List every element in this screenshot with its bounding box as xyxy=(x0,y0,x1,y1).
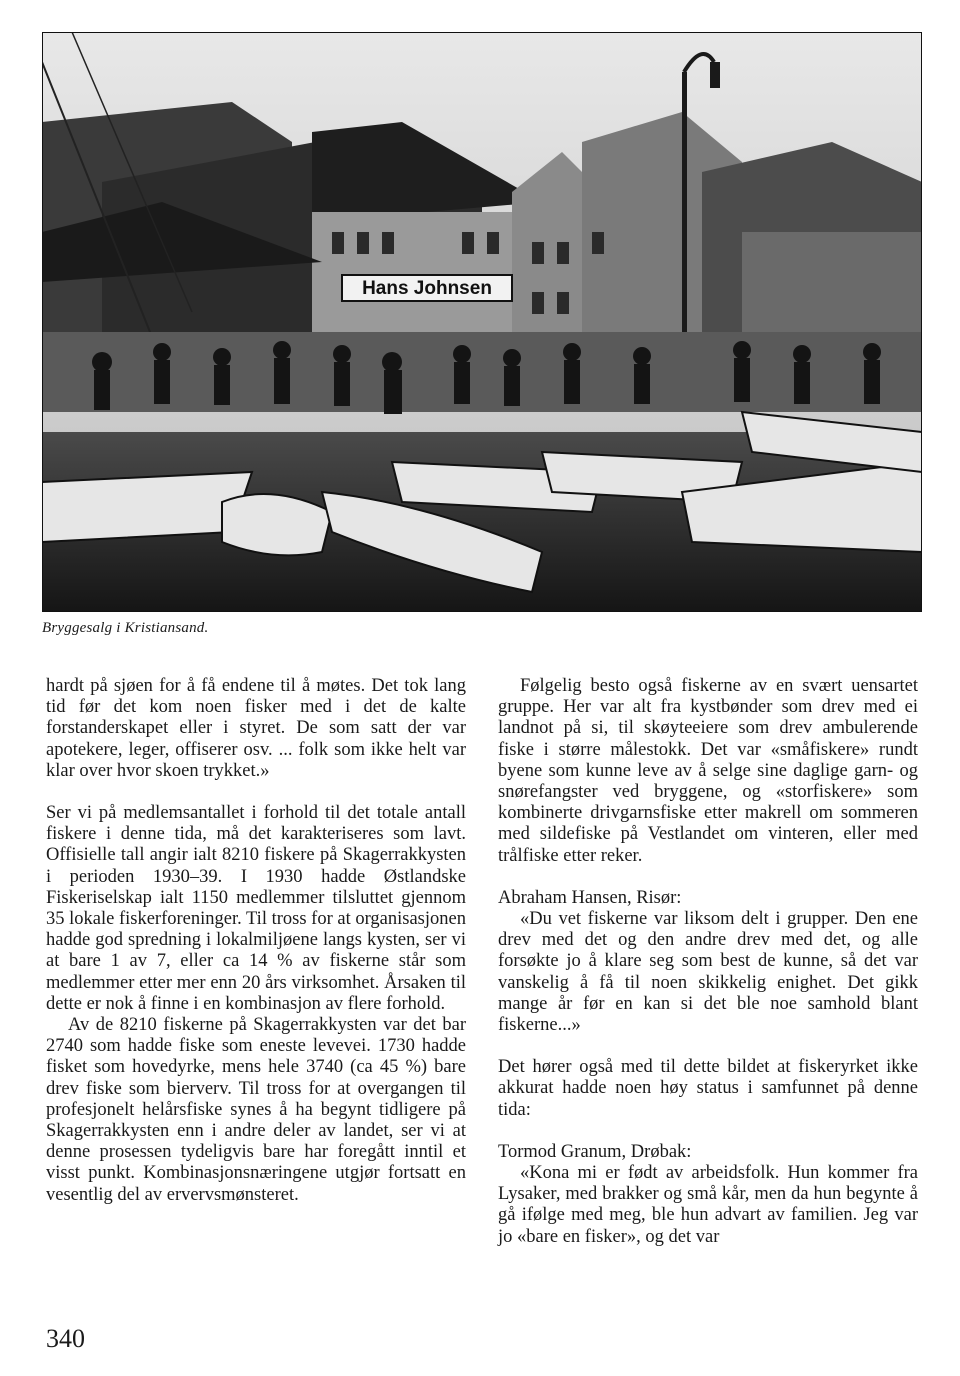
photo-caption: Bryggesalg i Kristiansand. xyxy=(42,620,209,636)
shop-sign: Hans Johnsen xyxy=(362,278,492,299)
page-number: 340 xyxy=(46,1324,85,1353)
left-column xyxy=(46,676,466,1206)
right-paragraph-2: Det hører også med til dette bildet at fiskeryrket ikke akkurat hadde noen høy status i samfunnet på denne tida: xyxy=(498,1057,918,1120)
right-paragraph-1: Følgelig besto også fiskerne av en svært uensartet gruppe. Her var alt fra kystbønder som drev med ei landnot på si, til skøyteeiere som drev ambulerende fiske i større målestokk. Det var «småfiskere» rundt byene som kunne leve av å selge sine daglige garn- og snørefangster ved bryggene, og «storfiskere» som kombinerte drivgarnsfiske etter makrell om sommeren med sildefiske på Vestlandet om vinteren, eller med trålfiske etter reker. xyxy=(498,676,918,866)
quote-speaker-1: Abraham Hansen, Risør: xyxy=(498,887,682,908)
left-paragraph-3: Av de 8210 fiskerne på Skagerrakkysten var det bar 2740 som hadde fiske som eneste levevei. 1730 hadde fisket som hovedyrke, mens hele 3740 (ca 45 %) bare drev fiske som bierverv. Til tross for at overgangen til profesjonelt helårsfiske synes å ha begynt tidligere på Skagerrakkysten enn i andre deler av landet, ser vi at denne prosessen tydeligvis bare har foregått inntil et visst punkt. Kombinasjonsnæringene utgjør fortsatt en vesentlig del av ervervsmønsteret. xyxy=(46,1015,466,1205)
harbour-photo xyxy=(42,32,922,612)
left-paragraph-2: Ser vi på medlemsantallet i forhold til det totale antall fiskere i denne tida, må det karakteriseres som lavt. Offisielle tall angir ialt 8210 fiskere på Skagerrakkysten i perioden 1930–39. I 1930 hadde Østlandske Fiskeriselskap ialt 1150 medlemmer tilsluttet gjennom 35 lokale fiskerforeninger. Til tross for at organisasjonen hadde god spredning i lokalmiljøene langs kysten, ser vi at bare 1 av 7, eller ca 14 % av fiskerne står som medlemmer etter mer enn 20 års virksomhet. Årsaken til dette er nok å finne i en kombinasjon av flere forhold. xyxy=(46,803,466,1014)
quote-2: «Kona mi er født av arbeidsfolk. Hun kommer fra Lysaker, med brakker og små kår, men da hun begynte å gå ifølge med meg, ble hun advart av familien. Jeg var jo «bare en fisker», og det var xyxy=(498,1163,918,1247)
right-column xyxy=(498,676,918,1248)
left-paragraph-1: hardt på sjøen for å få endene til å møtes. Det tok lang tid før det kom noen fisker med i det de kalte forstanderskapet eller i styret. De som satt der var apotekere, leger, offiserer osv. ... folk som ikke helt var klar over hvor skoen trykket.» xyxy=(46,676,466,781)
quote-1: «Du vet fiskerne var liksom delt i grupper. Den ene drev med det og den andre drev med det, og alle forsøkte jo å klare seg som best de kunne, så det var vanskelig å få til noen skikkelig enighet. Det gikk mange år før en kan si det ble noe samhold blant fiskerne...» xyxy=(498,909,918,1036)
quote-speaker-2: Tormod Granum, Drøbak: xyxy=(498,1141,692,1162)
